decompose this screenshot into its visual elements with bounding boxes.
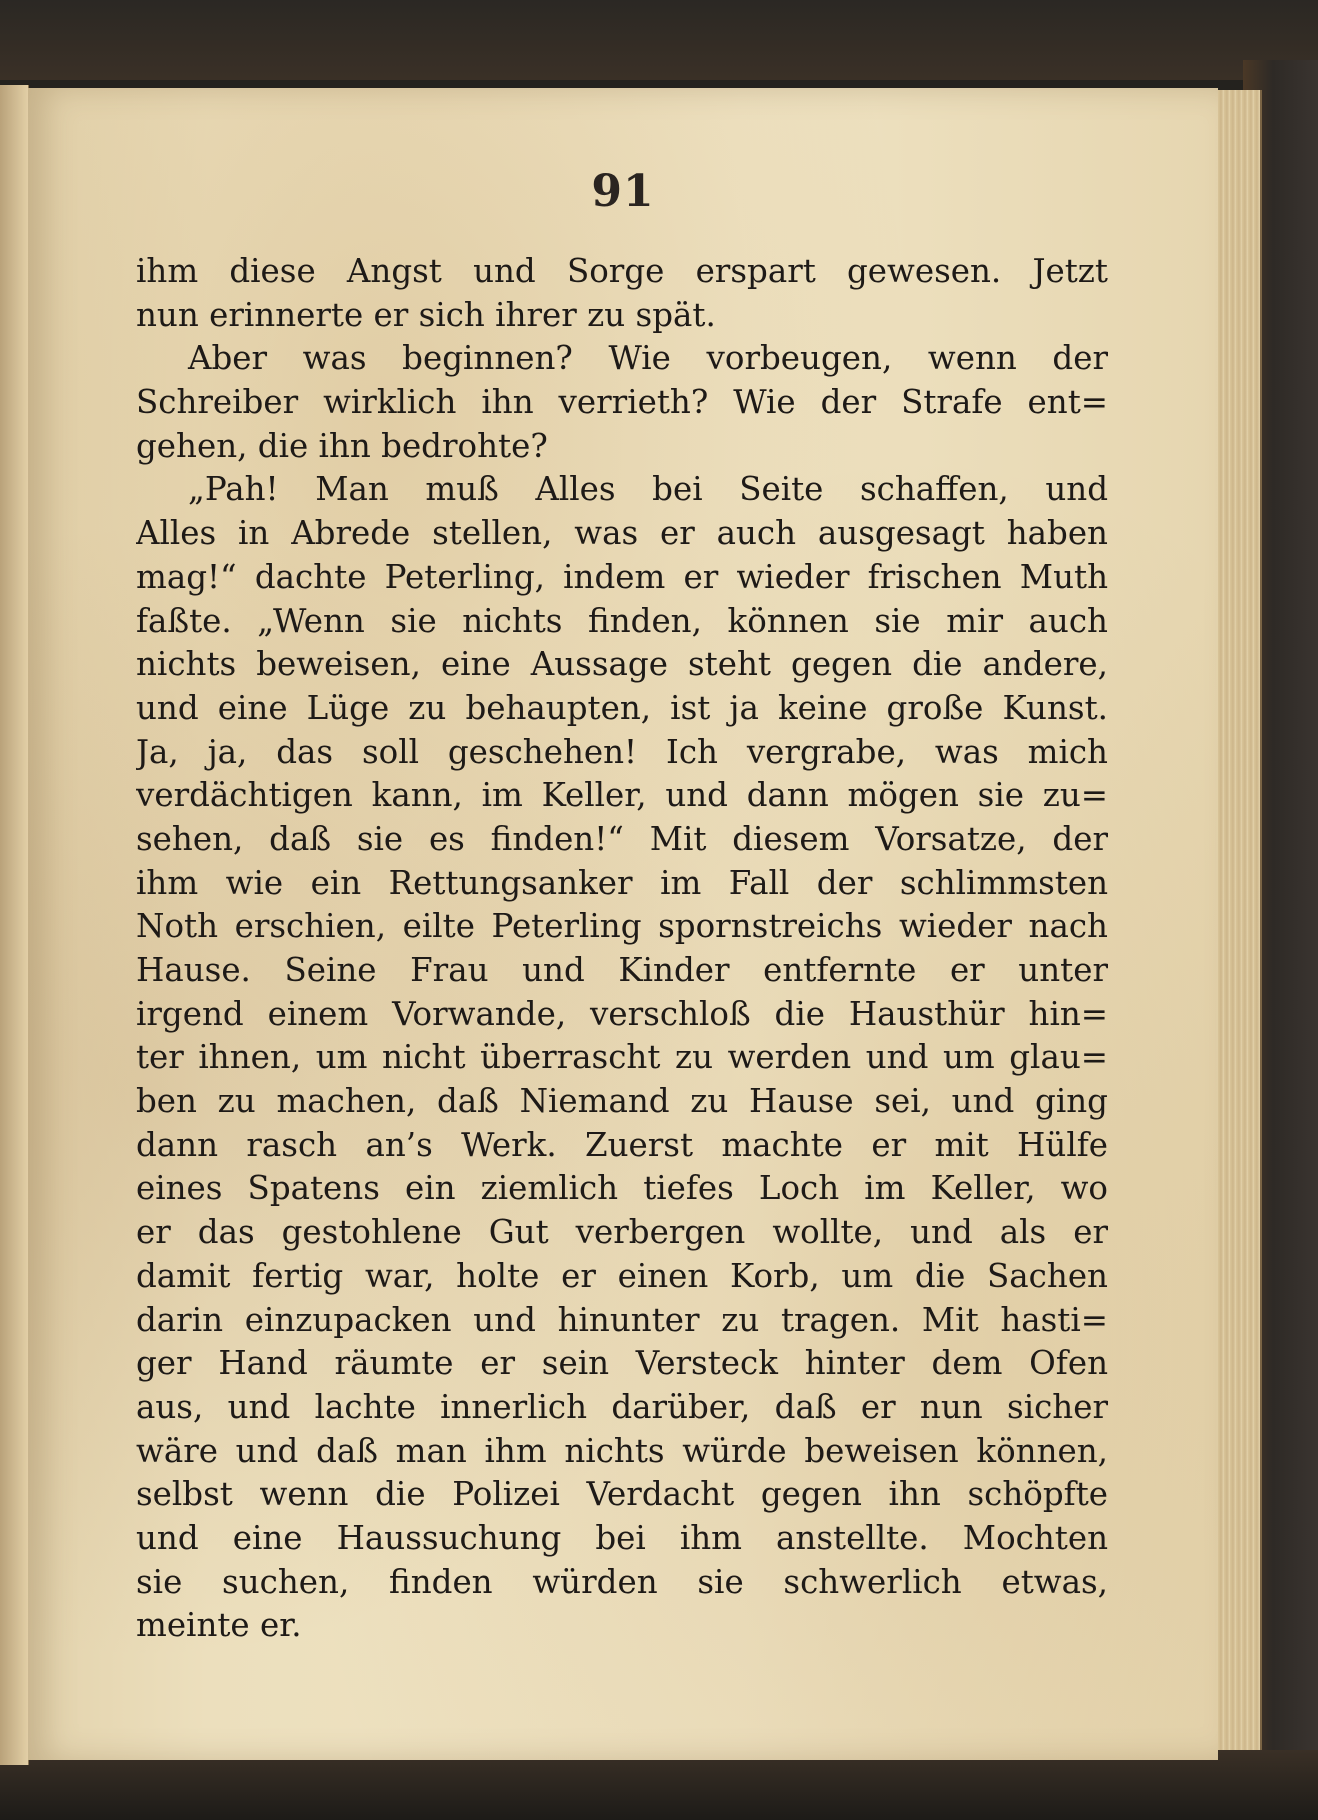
text-line: faßte. „Wenn sie nichts finden, können sie mir auch [136, 601, 1108, 640]
text-line: meinte er. [136, 1606, 302, 1645]
text-line: Alles in Abrede stellen, was er auch ausgesagt haben [136, 514, 1108, 553]
book-cover-bottom [0, 1750, 1318, 1820]
text-line: wäre und daß man ihm nichts würde beweisen können, [136, 1431, 1108, 1470]
text-line: sehen, daß sie es finden!“ Mit diesem Vorsatze, der [136, 819, 1108, 858]
text-line: ihm wie ein Rettungsanker im Fall der schlimmsten [136, 863, 1108, 902]
text-line: und eine Lüge zu behaupten, ist ja keine große Kunst. [136, 688, 1108, 727]
body-text [136, 250, 1108, 1648]
text-line: darin einzupacken und hinunter zu tragen. Mit hasti= [136, 1300, 1108, 1339]
text-line: damit fertig war, holte er einen Korb, um die Sachen [136, 1256, 1108, 1295]
text-line: er das gestohlene Gut verbergen wollte, und als er [136, 1213, 1108, 1252]
text-line: dann rasch an’s Werk. Zuerst machte er mit Hülfe [136, 1125, 1108, 1164]
text-line: gehen, die ihn bedrohte? [136, 426, 548, 465]
text-line: Aber was beginnen? Wie vorbeugen, wenn der [188, 339, 1108, 378]
text-line: irgend einem Vorwande, verschloß die Hausthür hin= [136, 994, 1108, 1033]
text-line: Ja, ja, das soll geschehen! Ich vergrabe, was mich [136, 732, 1108, 771]
text-line: sie suchen, finden würden sie schwerlich etwas, [136, 1562, 1108, 1601]
text-line: Noth erschien, eilte Peterling spornstreichs wieder nach [136, 907, 1108, 946]
previous-page-edge [0, 85, 29, 1765]
text-line: mag!“ dachte Peterling, indem er wieder frischen Muth [136, 557, 1108, 596]
text-line: Schreiber wirklich ihn verrieth? Wie der Strafe ent= [136, 383, 1108, 422]
text-line: nichts beweisen, eine Aussage steht gegen die andere, [136, 645, 1108, 684]
page-number: 91 [591, 166, 655, 217]
text-line: verdächtigen kann, im Keller, und dann mögen sie zu= [136, 776, 1108, 815]
text-line: ter ihnen, um nicht überrascht zu werden und um glau= [136, 1038, 1108, 1077]
text-line: ben zu machen, daß Niemand zu Hause sei, und ging [136, 1082, 1108, 1121]
text-line: Hause. Seine Frau und Kinder entfernte er unter [136, 951, 1108, 989]
book-page [28, 88, 1218, 1760]
text-line: aus, und lachte innerlich darüber, daß er nun sicher [136, 1387, 1108, 1426]
text-line: nun erinnerte er sich ihrer zu spät. [136, 295, 716, 334]
text-line: und eine Haussuchung bei ihm anstellte. Mochten [136, 1518, 1108, 1557]
text-line: ger Hand räumte er sein Versteck hinter dem Ofen [136, 1344, 1108, 1383]
text-line: „Pah! Man muß Alles bei Seite schaffen, und [188, 470, 1108, 509]
book-cover-top [0, 0, 1318, 80]
text-line: selbst wenn die Polizei Verdacht gegen ihn schöpfte [136, 1475, 1108, 1514]
text-line: ihm diese Angst und Sorge erspart gewesen. Jetzt [136, 252, 1108, 290]
text-line: eines Spatens ein ziemlich tiefes Loch im Keller, wo [136, 1169, 1108, 1208]
